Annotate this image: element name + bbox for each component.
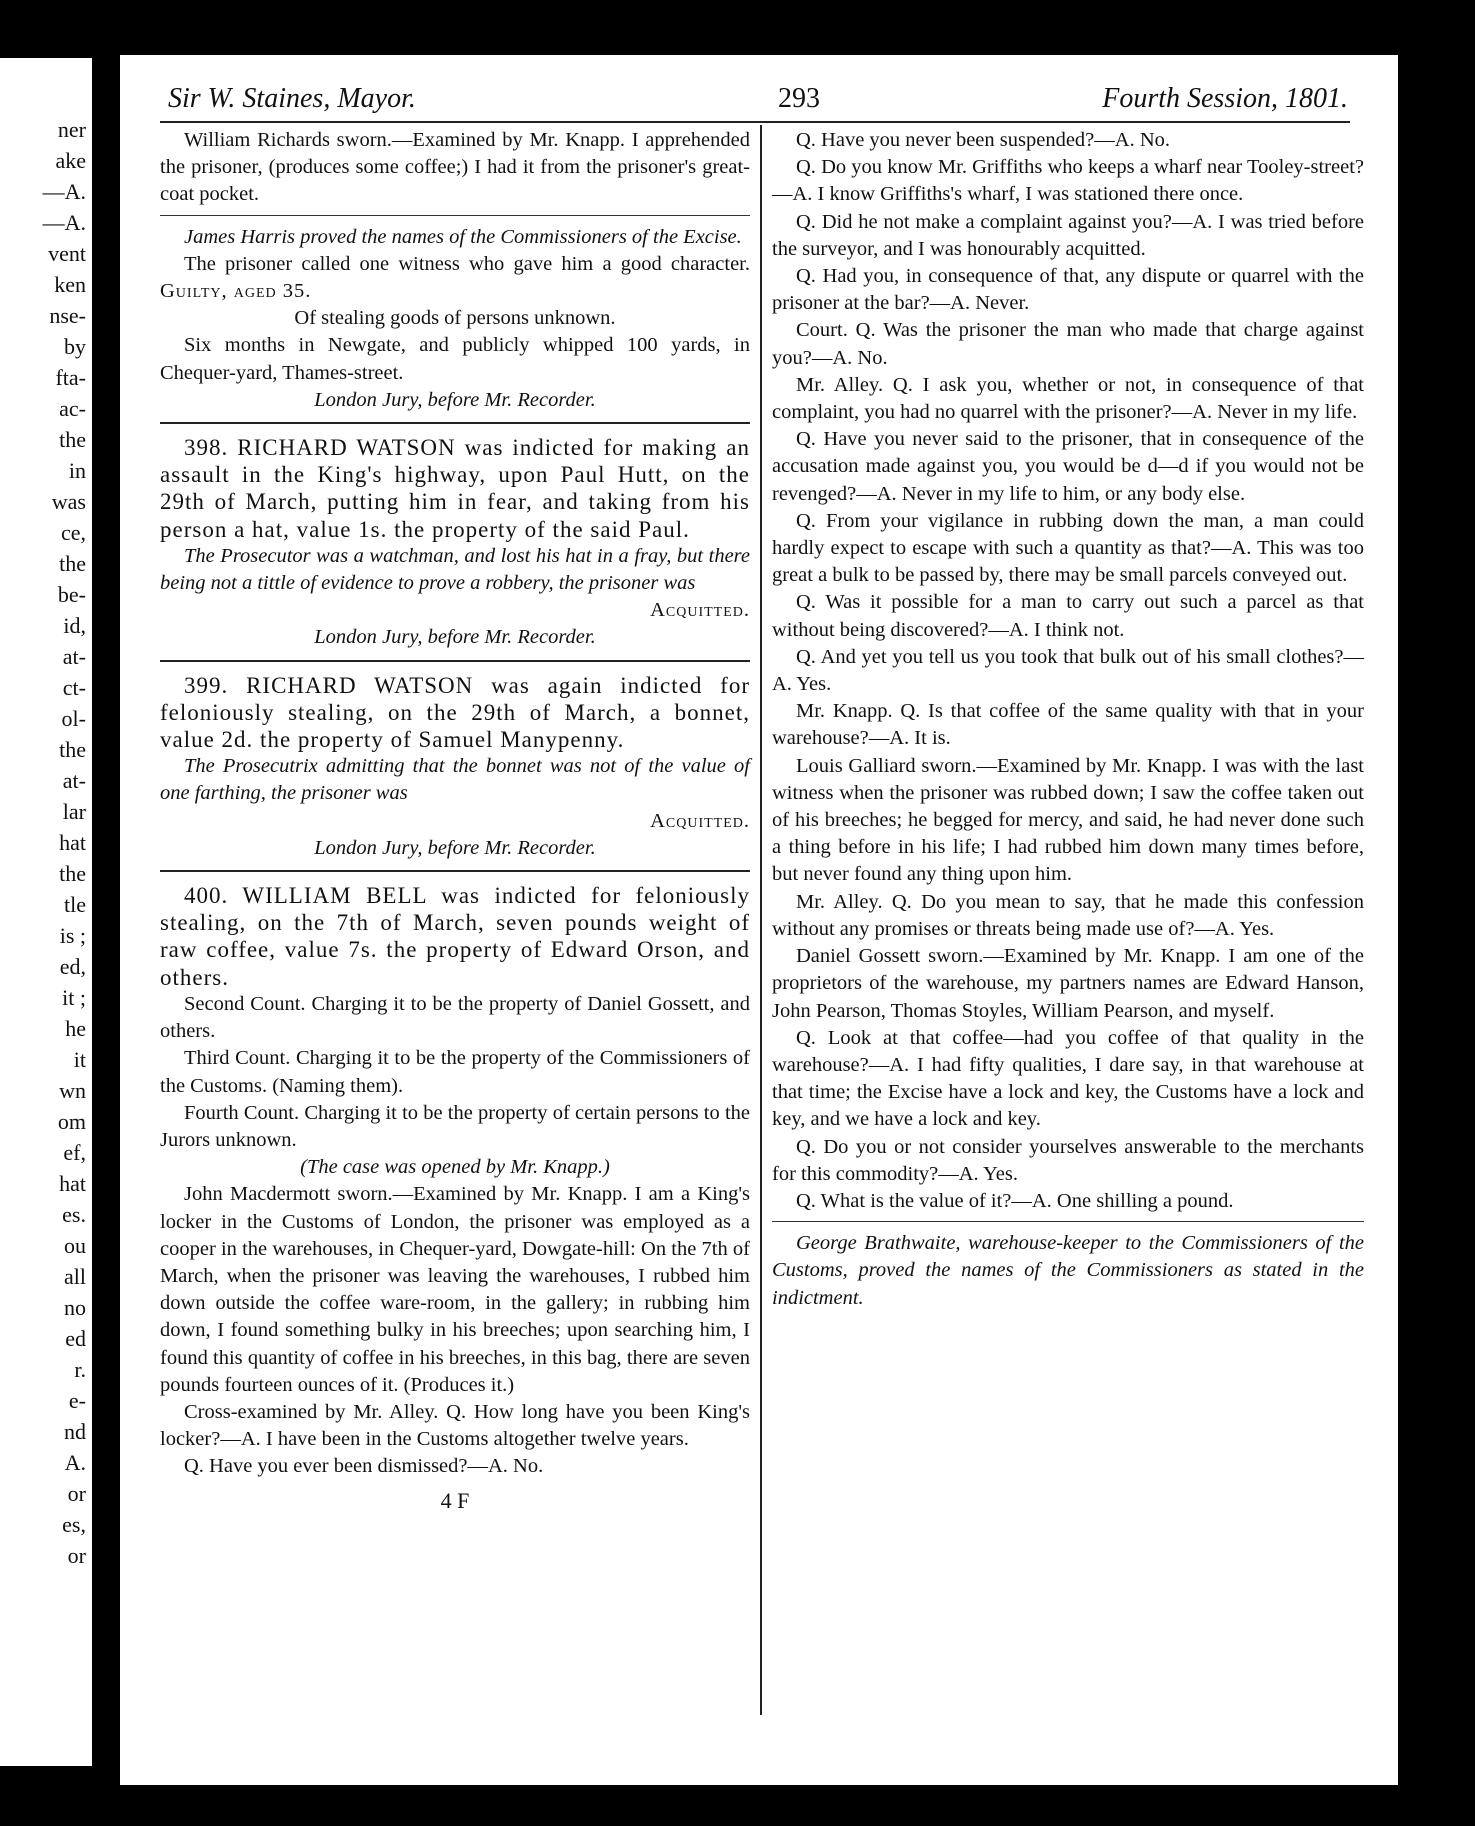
testimony-galliard: Louis Galliard sworn.—Examined by Mr. Knapp. I was with the last witness when the prisoner was rubbed down; I saw the coffee taken out of his breeches; he begged for mercy, and said, he had never done such a thing before in his life; I had rubbed him down many times before, but never found any thing upon him. bbox=[772, 754, 1364, 886]
margin-fragment: es. bbox=[62, 1202, 86, 1227]
margin-fragment: fta- bbox=[55, 365, 86, 390]
testimony-brathwaite: George Brathwaite, warehouse-keeper to the Commissioners of the Customs, proved the names of the Commissioners as stated in the indictment. bbox=[772, 1232, 1364, 1309]
qa-value: Q. What is the value of it?—A. One shilling a pound. bbox=[796, 1189, 1234, 1212]
margin-fragment: be- bbox=[57, 582, 86, 607]
verdict-guilty: Guilty, aged 35. bbox=[160, 280, 312, 303]
qa-dispute: Q. Had you, in consequence of that, any dispute or quarrel with the prisoner at the bar?—A. Never. bbox=[772, 265, 1364, 315]
margin-fragment: or bbox=[67, 1543, 86, 1568]
case-398-note: The Prosecutor was a watchman, and lost his hat in a fray, but there being not a tittle of evidence to prove a robbery, the prisoner was bbox=[160, 544, 750, 595]
margin-fragment: at- bbox=[62, 768, 86, 793]
qa-possible: Q. Was it possible for a man to carry out such a parcel as that without being discovered?—A. I think not. bbox=[772, 591, 1364, 641]
case-divider bbox=[160, 660, 750, 662]
running-header bbox=[168, 83, 1348, 123]
testimony-macdermott: John Macdermott sworn.—Examined by Mr. Knapp. I am a King's locker in the Customs of London, the prisoner was employed as a cooper in the warehouses, in Chequer-yard, Dowgate-hill: On the 7th of March, when the prisoner was leaving the warehouses, I rubbed him down outside the coffee ware-room, in the gallery; in rubbing him down, I found something bulky in his breeches; upon searching him, I found this quantity of coffee in his breeches, in this bag, there are seven pounds fourteen ounces of it. (Produces it.) bbox=[160, 1183, 750, 1396]
qa-revenged: Q. Have you never said to the prisoner, that in consequence of the accusation made against you, you would be d—d if you would not be revenged?—A. Never in my life to him, or any body else. bbox=[772, 428, 1364, 505]
margin-fragment: no bbox=[64, 1295, 86, 1320]
margin-fragment: he bbox=[65, 1016, 86, 1041]
qa-confession: Mr. Alley. Q. Do you mean to say, that he made this confession without any promises or threats being made use of?—A. Yes. bbox=[772, 890, 1364, 940]
qa-complaint: Q. Did he not make a complaint against you?—A. I was tried before the surveyor, and I was honourably acquitted. bbox=[772, 210, 1364, 260]
case-399-note: The Prosecutrix admitting that the bonnet was not of the value of one farthing, the prisoner was bbox=[160, 755, 750, 805]
margin-fragment: the bbox=[59, 551, 86, 576]
margin-fragment: at- bbox=[62, 644, 86, 669]
margin-fragment: vent bbox=[48, 241, 86, 266]
right-column bbox=[772, 127, 1364, 1312]
margin-fragment: hat bbox=[59, 830, 86, 855]
second-count: Second Count. Charging it to be the property of Daniel Gossett, and others. bbox=[160, 992, 750, 1043]
case-399-verdict: Acquitted. bbox=[650, 809, 750, 832]
question-dismissed: Q. Have you ever been dismissed?—A. No. bbox=[184, 1455, 544, 1478]
qa-coffee-quality: Q. Look at that coffee—had you coffee of that quality in the warehouse?—A. I had fifty qualities, I dare say, in that warehouse at that time; the Excise have a lock and key, the Customs have a lock and key, and we have a lock and key. bbox=[772, 1026, 1364, 1131]
qa-suspended: Q. Have you never been suspended?—A. No. bbox=[796, 129, 1171, 151]
case-398-verdict: Acquitted. bbox=[650, 599, 750, 622]
case-398-jury: London Jury, before Mr. Recorder. bbox=[314, 626, 596, 649]
qa-vigilance: Q. From your vigilance in rubbing down the man, a man could hardly expect to escape with such a quantity as that?—A. This was too great a bulk to be passed by, there may be small parcels conveyed out. bbox=[772, 509, 1364, 587]
margin-fragment: is ; bbox=[59, 923, 86, 948]
case-399-jury: London Jury, before Mr. Recorder. bbox=[314, 836, 596, 859]
margin-fragment: —A. bbox=[42, 179, 86, 204]
margin-fragment: by bbox=[64, 334, 86, 359]
margin-fragment: id, bbox=[63, 613, 86, 638]
margin-fragment: hat bbox=[59, 1171, 86, 1196]
margin-fragment: —A. bbox=[42, 210, 86, 235]
margin-fragment: e- bbox=[68, 1388, 86, 1413]
margin-fragment: or bbox=[67, 1481, 86, 1506]
margin-fragment: r. bbox=[74, 1357, 86, 1382]
margin-fragment: was bbox=[51, 489, 86, 514]
character-witness bbox=[160, 251, 750, 305]
divider bbox=[160, 215, 750, 216]
jury-line: London Jury, before Mr. Recorder. bbox=[314, 388, 596, 411]
margin-fragment: es, bbox=[62, 1512, 86, 1537]
offence-line: Of stealing goods of persons unknown. bbox=[294, 307, 616, 330]
margin-fragment: it bbox=[73, 1047, 86, 1072]
case-398: 398. RICHARD WATSON was indicted for making an assault in the King's highway, upon Paul Hutt, on the 29th of March, putting him in fear, and taking from his person a hat, value 1s. the property of the said Paul. bbox=[160, 435, 750, 542]
case-opened: (The case was opened by Mr. Knapp.) bbox=[300, 1156, 610, 1179]
case-399: 399. RICHARD WATSON was again indicted for feloniously stealing, on the 29th of March, a bonnet, value 2d. the property of Samuel Manypenny. bbox=[160, 672, 750, 753]
margin-fragment: in bbox=[68, 458, 86, 483]
adjacent-page-fragment bbox=[0, 58, 92, 1766]
qa-answerable: Q. Do you or not consider yourselves answerable to the merchants for this commodity?—A. Yes. bbox=[772, 1135, 1364, 1185]
margin-fragment: nd bbox=[64, 1419, 86, 1444]
cross-examination: Cross-examined by Mr. Alley. Q. How long have you been King's locker?—A. I have been in the Customs altogether twelve years. bbox=[160, 1400, 750, 1451]
margin-fragment: ol- bbox=[61, 706, 86, 731]
margin-fragment: ed, bbox=[59, 954, 86, 979]
qa-alley-quarrel: Mr. Alley. Q. I ask you, whether or not, in consequence of that complaint, you had no quarrel with the prisoner?—A. Never in my life. bbox=[772, 373, 1364, 424]
margin-fragment: ct- bbox=[62, 675, 86, 700]
qa-griffiths: Q. Do you know Mr. Griffiths who keeps a wharf near Tooley-street?—A. I know Griffiths's wharf, I was stationed there once. bbox=[772, 156, 1364, 206]
signature-mark: 4 F bbox=[440, 1487, 470, 1513]
column-divider bbox=[760, 125, 762, 1715]
case-divider bbox=[160, 870, 750, 872]
margin-fragment: om bbox=[57, 1109, 86, 1134]
margin-fragment: the bbox=[59, 737, 86, 762]
margin-fragment: lar bbox=[62, 799, 86, 824]
qa-court: Court. Q. Was the prisoner the man who made that charge against you?—A. No. bbox=[772, 319, 1364, 369]
testimony-gossett: Daniel Gossett sworn.—Examined by Mr. Knapp. I am one of the proprietors of the warehouse, my partners names are Edward Hanson, John Pearson, Thomas Stoyles, William Pearson, and myself. bbox=[772, 945, 1364, 1022]
margin-fragment: ake bbox=[55, 148, 86, 173]
margin-fragment: wn bbox=[59, 1078, 86, 1103]
margin-fragment: ef, bbox=[63, 1140, 86, 1165]
margin-fragment: nse- bbox=[49, 303, 86, 328]
divider bbox=[772, 1221, 1364, 1222]
qa-small-clothes: Q. And yet you tell us you took that bulk out of his small clothes?—A. Yes. bbox=[772, 645, 1364, 696]
margin-fragment: all bbox=[64, 1264, 86, 1289]
header-rule bbox=[160, 121, 1350, 123]
margin-fragment: ou bbox=[64, 1233, 86, 1258]
margin-fragment: tle bbox=[64, 892, 86, 917]
margin-fragment: ce, bbox=[60, 520, 86, 545]
character-text: The prisoner called one witness who gave him a good character. bbox=[184, 252, 750, 275]
fourth-count: Fourth Count. Charging it to be the property of certain persons to the Jurors unknown. bbox=[160, 1101, 750, 1151]
margin-fragment: the bbox=[59, 427, 86, 452]
document-page bbox=[120, 55, 1398, 1785]
testimony-richards: William Richards sworn.—Examined by Mr. Knapp. I apprehended the prisoner, (produces some coffee;) I had it from the prisoner's great-coat pocket. bbox=[160, 129, 750, 206]
header-session: Fourth Session, 1801. bbox=[1102, 83, 1348, 114]
margin-fragment: it ; bbox=[62, 985, 86, 1010]
case-400: 400. WILLIAM BELL was indicted for feloniously stealing, on the 7th of March, seven pounds weight of raw coffee, value 7s. the property of Edward Orson, and others. bbox=[160, 883, 750, 990]
left-column bbox=[160, 127, 750, 1514]
margin-fragment: ner bbox=[57, 117, 86, 142]
third-count: Third Count. Charging it to be the property of the Commissioners of the Customs. (Naming them). bbox=[160, 1047, 750, 1097]
margin-fragment: ken bbox=[54, 272, 86, 297]
margin-fragment: the bbox=[59, 861, 86, 886]
header-mayor: Sir W. Staines, Mayor. bbox=[168, 83, 416, 114]
testimony-harris: James Harris proved the names of the Commissioners of the Excise. bbox=[184, 225, 742, 248]
sentence-line: Six months in Newgate, and publicly whipped 100 yards, in Chequer-yard, Thames-street. bbox=[160, 334, 750, 384]
margin-fragment: ed bbox=[65, 1326, 86, 1351]
page-number: 293 bbox=[778, 83, 820, 114]
case-divider bbox=[160, 422, 750, 424]
qa-quality: Mr. Knapp. Q. Is that coffee of the same quality with that in your warehouse?—A. It is. bbox=[772, 700, 1364, 750]
margin-fragment: ac- bbox=[59, 396, 86, 421]
margin-fragment: A. bbox=[64, 1450, 86, 1475]
